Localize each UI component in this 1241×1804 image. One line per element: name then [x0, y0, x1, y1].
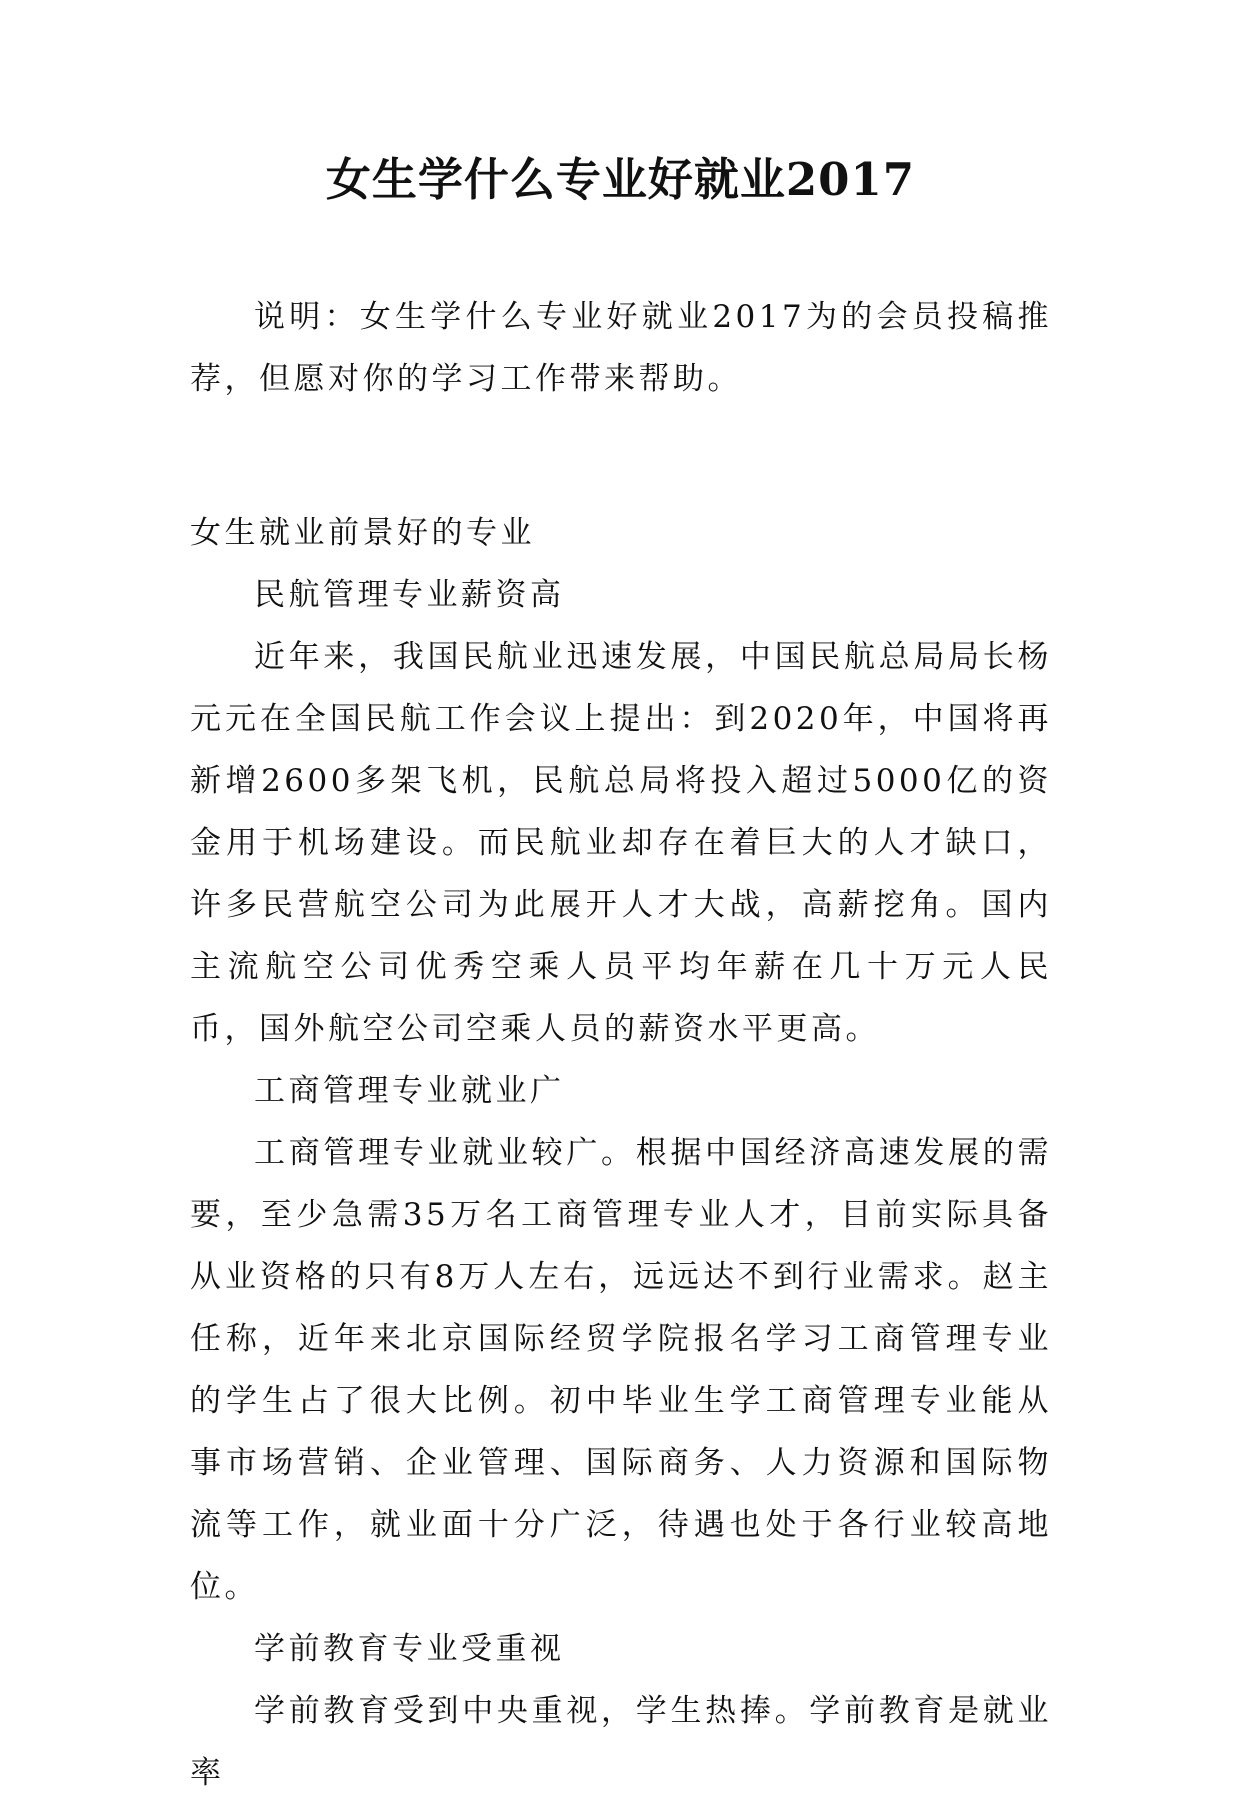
spacer	[190, 410, 1052, 502]
paragraph-business: 工商管理专业就业较广。根据中国经济高速发展的需要，至少急需35万名工商管理专业人才，目前实际具备从业资格的只有8万人左右，远远达不到行业需求。赵主任称，近年来北京国际经贸学院报名学习工商管理专业的学生占了很大比例。初中毕业生学工商管理专业能从事市场营销、企业管理、国际商务、人力资源和国际物流等工作，就业面十分广泛，待遇也处于各行业较高地位。	[190, 1135, 1052, 1605]
subsection-heading-business: 工商管理专业就业广	[254, 1073, 565, 1109]
document-body	[190, 286, 1052, 1804]
intro-paragraph: 说明：女生学什么专业好就业2017为的会员投稿推荐，但愿对你的学习工作带来帮助。	[190, 299, 1052, 397]
paragraph-aviation: 近年来，我国民航业迅速发展，中国民航总局局长杨元元在全国民航工作会议上提出：到2020年，中国将再新增2600多架飞机，民航总局将投入超过5000亿的资金用于机场建设。而民航业却存在着巨大的人才缺口，许多民营航空公司为此展开人才大战，高薪挖角。国内主流航空公司优秀空乘人员平均年薪在几十万元人民币，国外航空公司空乘人员的薪资水平更高。	[190, 639, 1052, 1047]
section-heading: 女生就业前景好的专业	[190, 515, 535, 551]
subsection-heading-preschool: 学前教育专业受重视	[254, 1631, 565, 1667]
document-title: 女生学什么专业好就业2017	[325, 153, 916, 206]
paragraph-preschool: 学前教育受到中央重视，学生热捧。学前教育是就业率	[190, 1693, 1052, 1791]
subsection-heading-aviation: 民航管理专业薪资高	[254, 577, 565, 613]
